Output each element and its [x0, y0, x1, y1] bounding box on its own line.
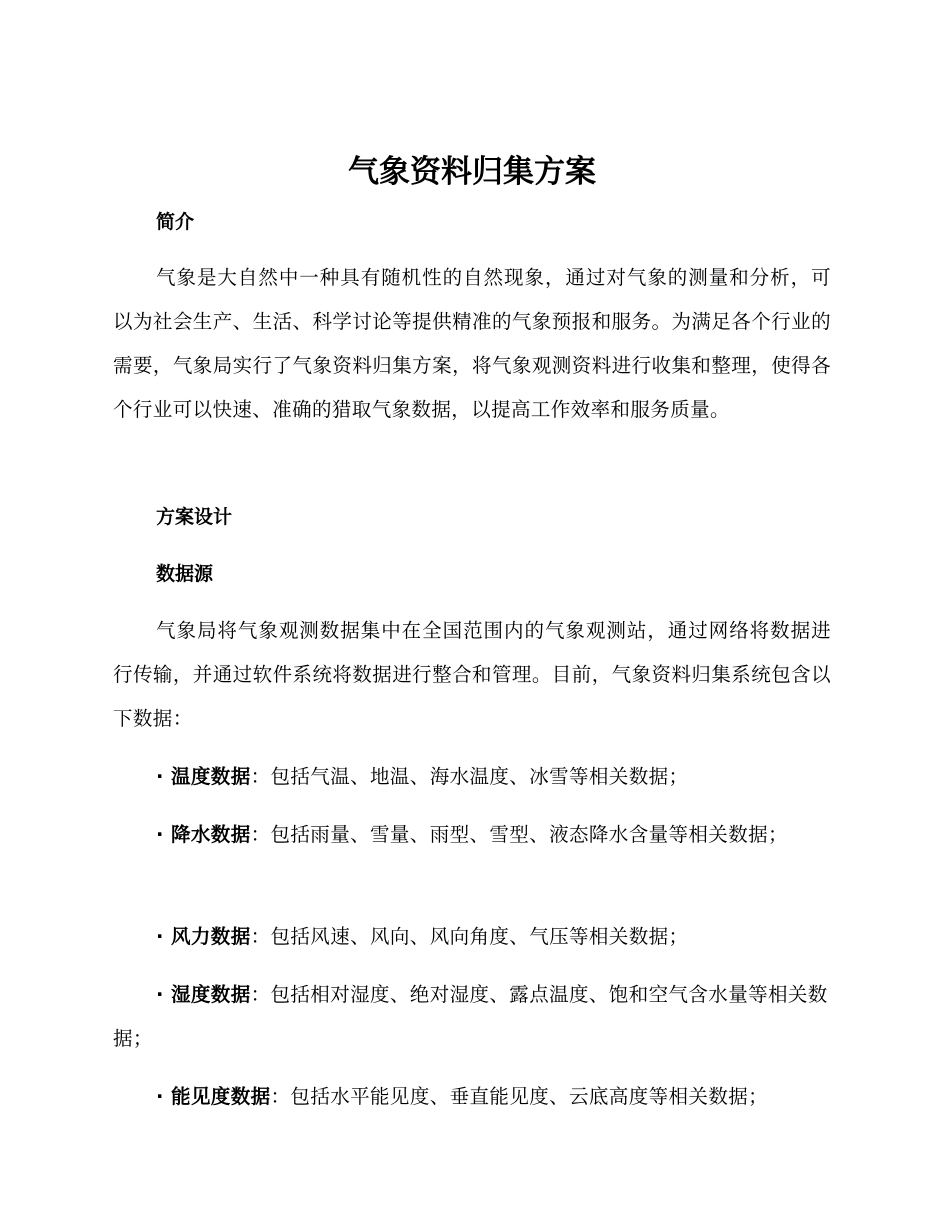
bullet-humidity — [113, 973, 831, 1061]
intro-heading: 简介 — [156, 211, 195, 233]
bullet-desc: ：包括气温、地温、海水温度、冰雪等相关数据； — [250, 765, 689, 788]
bullet-desc: ：包括雨量、雪量、雨型、雪型、液态降水含量等相关数据； — [250, 823, 788, 846]
bullet-wind — [113, 915, 831, 959]
data-source-heading: 数据源 — [156, 563, 214, 585]
bullet-term: 能见度数据 — [171, 1085, 271, 1108]
bullet-precipitation — [113, 813, 831, 857]
bullet-visibility — [113, 1075, 831, 1119]
bullet-term: 风力数据 — [171, 925, 251, 948]
bullet-marker: · — [156, 823, 171, 846]
data-source-paragraph: 气象局将气象观测数据集中在全国范围内的气象观测站，通过网络将数据进行传输，并通过软件系统将数据进行整合和管理。目前，气象资料归集系统包含以下数据： — [113, 619, 831, 730]
intro-paragraph: 气象是大自然中一种具有随机性的自然现象，通过对气象的测量和分析，可以为社会生产、生活、科学讨论等提供精准的气象预报和服务。为满足各个行业的需要，气象局实行了气象资料归集方案，将气象观测资料进行收集和整理，使得各个行业可以快速、准确的猎取气象数据，以提高工作效率和服务质量。 — [113, 266, 831, 421]
bullet-marker: · — [156, 983, 171, 1006]
bullet-marker: · — [156, 765, 171, 788]
bullet-term: 湿度数据 — [171, 983, 251, 1006]
document-title: 气象资料归集方案 — [348, 154, 596, 190]
bullet-desc: ：包括水平能见度、垂直能见度、云底高度等相关数据； — [270, 1085, 769, 1108]
bullet-desc: ：包括风速、风向、风向角度、气压等相关数据； — [250, 925, 689, 948]
bullet-marker: · — [156, 925, 171, 948]
bullet-term: 降水数据 — [171, 823, 251, 846]
bullet-desc: ：包括相对湿度、绝对湿度、露点温度、饱和空气含水量等相关数据； — [113, 983, 828, 1050]
bullet-temperature — [113, 755, 831, 799]
bullet-marker: · — [156, 1085, 171, 1108]
design-heading: 方案设计 — [156, 506, 233, 528]
bullet-term: 温度数据 — [171, 765, 251, 788]
